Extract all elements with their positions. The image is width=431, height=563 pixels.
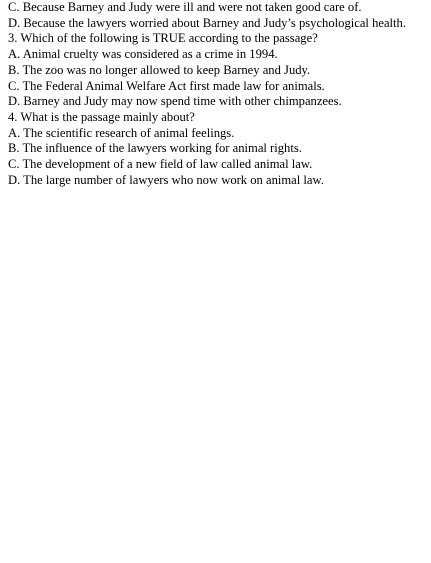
answer-option-c-q2: C. Because Barney and Judy were ill and were not taken good care of.: [8, 0, 362, 14]
question-4: 4. What is the passage mainly about?: [8, 109, 195, 124]
answer-option-a-q3: A. Animal cruelty was considered as a crime in 1994.: [8, 47, 278, 62]
answer-option-a-q4: A. The scientific research of animal feelings.: [8, 125, 235, 140]
answer-option-c-q3: C. The Federal Animal Welfare Act first made law for animals.: [8, 78, 325, 93]
answer-option-d-q3: D. Barney and Judy may now spend time with other chimpanzees.: [8, 94, 342, 109]
answer-option-c-q4: C. The development of a new field of law called animal law.: [8, 157, 313, 172]
answer-option-b-q4: B. The influence of the lawyers working for animal rights.: [8, 141, 302, 156]
document-text: [8, 0, 428, 188]
answer-option-d-q2: D. Because the lawyers worried about Barney and Judy’s psychological health.: [8, 15, 406, 30]
answer-option-d-q4: D. The large number of lawyers who now work on animal law.: [8, 172, 324, 187]
answer-option-b-q3: B. The zoo was no longer allowed to keep Barney and Judy.: [8, 62, 311, 77]
question-3: 3. Which of the following is TRUE according to the passage?: [8, 31, 318, 46]
